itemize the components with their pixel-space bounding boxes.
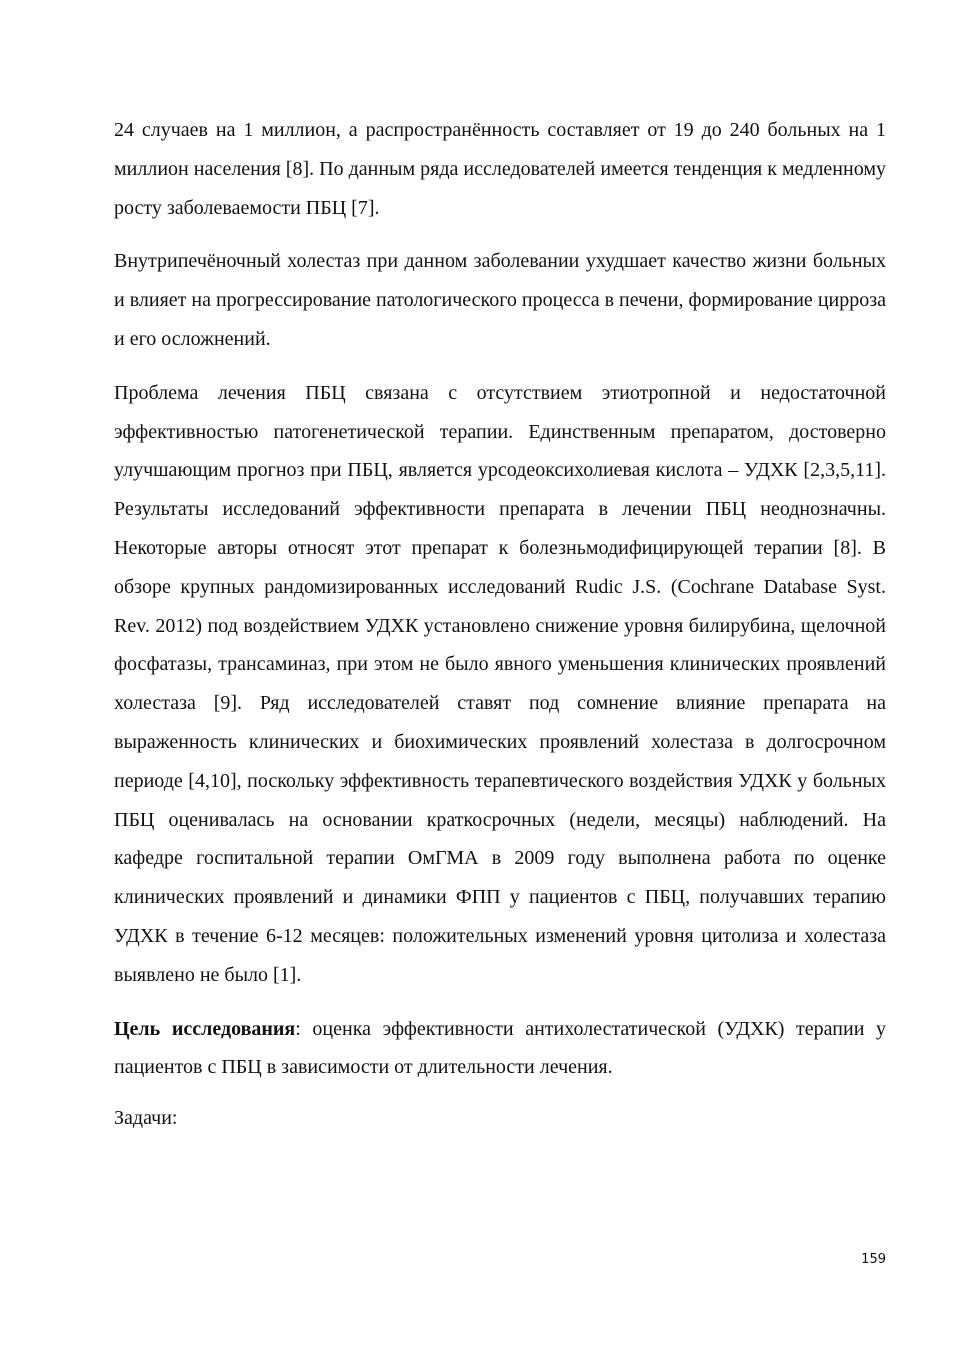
paragraph-research-goal: [114, 1010, 886, 1088]
goal-text: : оценка эффективности антихолестатической (УДХК) терапии у пациентов с ПБЦ в зависимости от длительности лечения.: [114, 1017, 886, 1079]
document-body: [114, 111, 886, 1153]
paragraph-cholestasis: Внутрипечёночный холестаз при данном заболевании ухудшает качество жизни больных и влияет на прогрессирование патологического процесса в печени, формирование цирроза и его осложнений.: [114, 250, 886, 350]
tasks-heading: Задачи:: [114, 1107, 178, 1130]
page-number: 159: [861, 1252, 886, 1267]
goal-label: Цель исследования: [114, 1017, 296, 1040]
paragraph-treatment-problem: Проблема лечения ПБЦ связана с отсутствием этиотропной и недостаточной эффективностью патогенетической терапии. Единственным препаратом, достоверно улучшающим прогноз при ПБЦ, является урсодеоксихолиевая кислота – УДХК [2,3,5,11]. Результаты исследований эффективности препарата в лечении ПБЦ неоднозначны. Некоторые авторы относят этот препарат к болезньмодифицирующей терапии [8]. В обзоре крупных рандомизированных исследований Rudic J.S. (Cochrane Database Syst. Rev. 2012) под воздействием УДХК установлено снижение уровня билирубина, щелочной фосфатазы, трансаминаз, при этом не было явного уменьшения клинических проявлений холестаза [9]. Ряд исследователей ставят под сомнение влияние препарата на выраженность клинических и биохимических проявлений холестаза в долгосрочном периоде [4,10], поскольку эффективность терапевтического воздействия УДХК у больных ПБЦ оценивалась на основании краткосрочных (недели, месяцы) наблюдений. На кафедре госпитальной терапии ОмГМА в 2009 году выполнена работа по оценке клинических проявлений и динамики ФПП у пациентов с ПБЦ, получавших терапию УДХК в течение 6-12 месяцев: положительных изменений уровня цитолиза и холестаза выявлено не было [1].: [114, 381, 886, 986]
paragraph-incidence: 24 случаев на 1 миллион, а распространённость составляет от 19 до 240 больных на 1 миллион населения [8]. По данным ряда исследователей имеется тенденция к медленному росту заболеваемости ПБЦ [7].: [114, 119, 886, 219]
